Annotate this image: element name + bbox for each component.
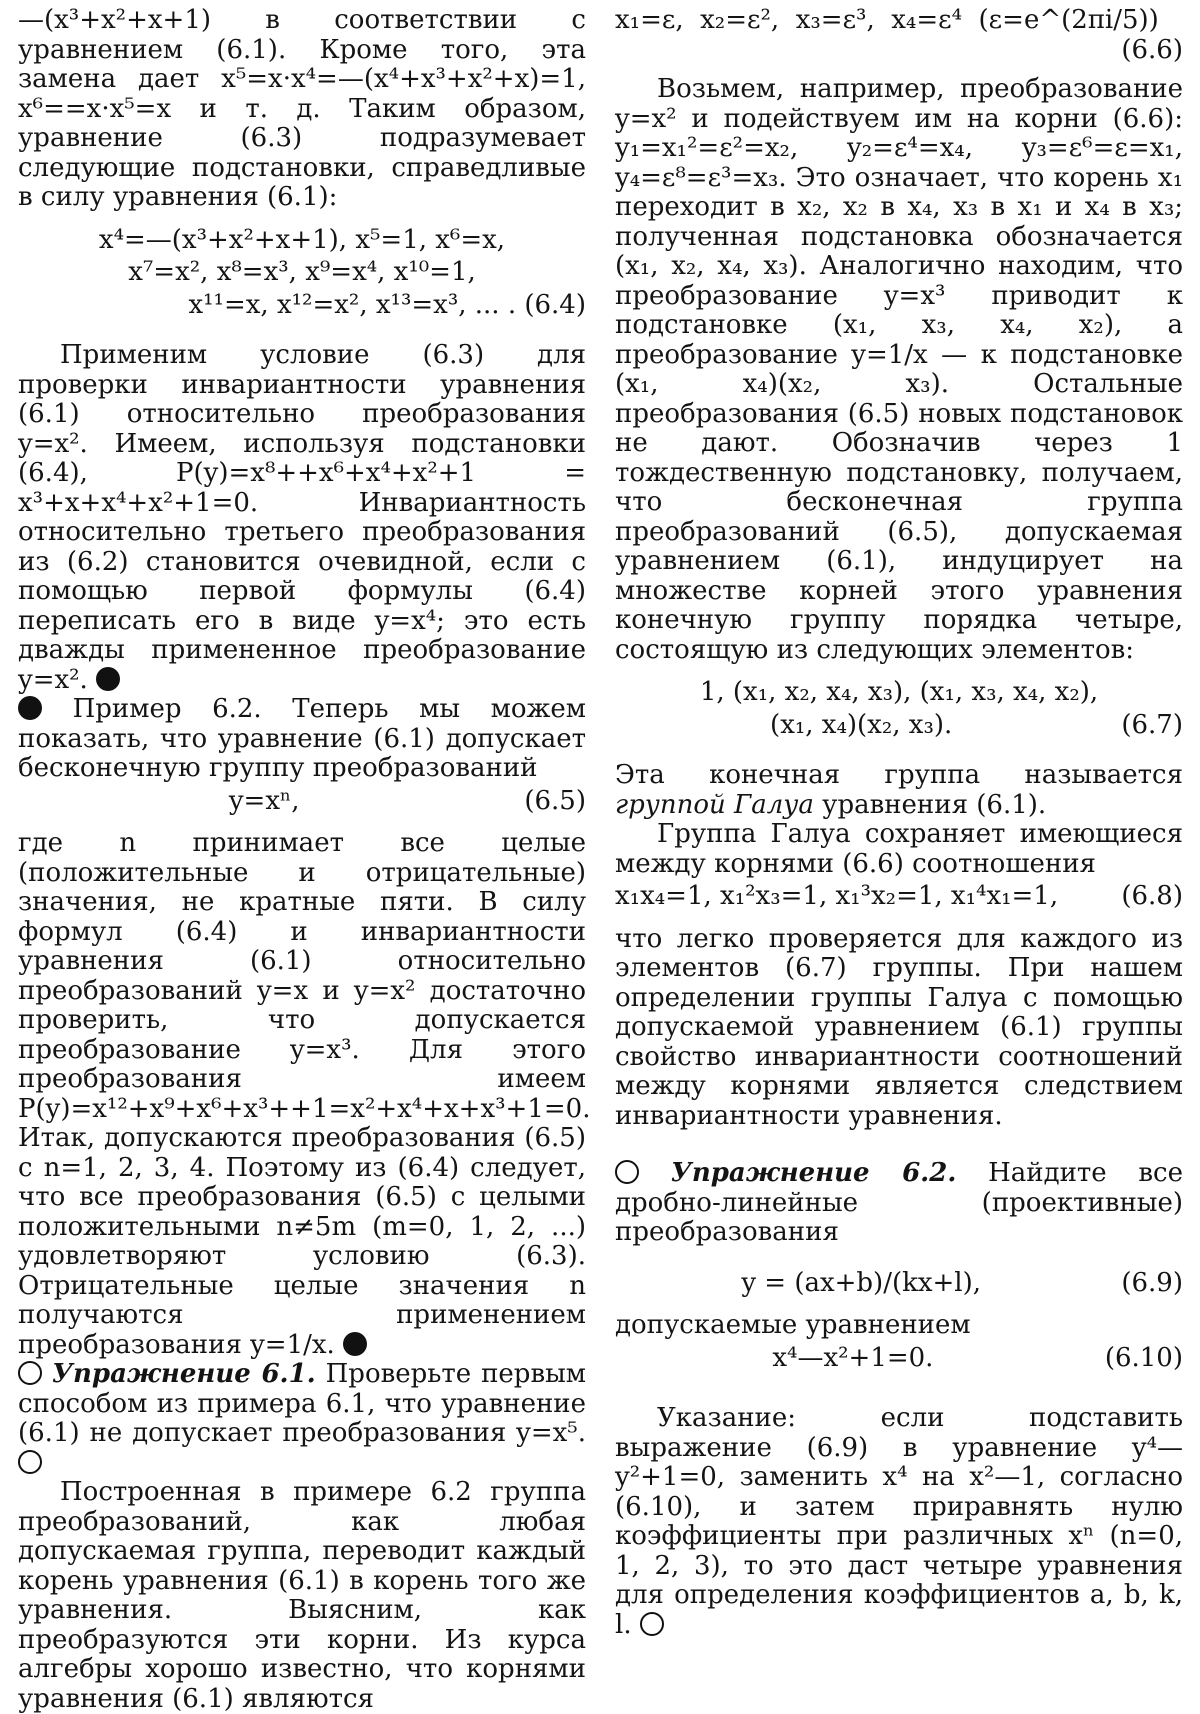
exercise-6-2-title: Упражнение 6.2. — [670, 1158, 957, 1188]
equation-6-9-formula: y = (ax+b)/(kx+l), — [741, 1267, 982, 1298]
exercise-end-marker-icon — [18, 1450, 42, 1474]
galois-group-text-a: Эта конечная группа называется — [615, 760, 1183, 790]
exercise-6-2 — [615, 1159, 1183, 1248]
paragraph-integer-powers — [18, 828, 591, 1360]
exercise-6-2-text: Найдите все дробно-линейные (проективные) преобразования — [615, 1158, 1183, 1247]
equation-6-8-formula: x₁x₄=1, x₁²x₃=1, x₁³x₂=1, x₁⁴x₁=1, — [615, 881, 1059, 911]
equation-6-7-line-1: 1, (x₁, x₂, x₄, x₃), (x₁, x₃, x₄, x₂), — [699, 677, 1099, 707]
paragraph-invariance-check — [18, 341, 586, 695]
paragraph-invariance-relations: что легко проверяется для каждого из элементов (6.7) группы. При нашем определении группы Галуа с помощью допускаемой уравнением (6.1) группы свойство инвариантности соотношений между корнями является следствием инвариантности уравнения. — [615, 923, 1183, 1131]
exercise-start-marker-icon — [615, 1160, 639, 1184]
end-of-example-marker-icon — [343, 1332, 367, 1356]
start-of-example-marker-icon — [18, 696, 42, 720]
paragraph-root-relations: Группа Галуа сохраняет имеющиеся между корнями (6.6) соотношения — [615, 819, 1183, 879]
galois-group-term: группой Галуа — [615, 789, 814, 820]
equation-6-10-number: (6.10) — [1104, 1342, 1183, 1373]
paragraph-admitted-by: допускаемые уравнением — [615, 1310, 971, 1340]
equation-6-4-line-2: x⁷=x², x⁸=x³, x⁹=x⁴, x¹⁰=1, — [128, 257, 476, 287]
paragraph-substitution: —(x³+x²+x+1) в соответствии с уравнением (6.1). Кроме того, эта замена дает x⁵=x·x⁴=—(x⁴+x³+x²+x)=1, x⁶==x·x⁵=x и т. д. Таким образом, уравнение (6.3) подразумевает следующие подстановки, справедливые в силу уравнения (6.1): — [18, 5, 586, 212]
equation-6-6-number: (6.6) — [1121, 34, 1183, 65]
equation-6-10 — [615, 1344, 1183, 1374]
equation-6-4-line-3: x¹¹=x, x¹²=x², x¹³=x³, ... . (6.4) — [188, 289, 586, 320]
equation-6-4-line-1: x⁴=—(x³+x²+x+1), x⁵=1, x⁶=x, — [98, 224, 506, 255]
paragraph-integer-powers-text: где n принимает все целые (положительные и отрицательные) значения, не кратные пяти. В силу формул (6.4) и инвариантности уравнения (6.1) относительно преобразований y=x и y=x² достаточно проверить, что допускается преобразование y=x³. Для этого преобразования имеем P(y)=x¹²+x⁹+x⁶+x³++1=x²+x⁴+x+x³+1=0. Итак, допускаются преобразования (6.5) с n=1, 2, 3, 4. Поэтому из (6.4) следует, что все преобразования (6.5) с целыми положительными n≠5m (m=0, 1, 2, ...) удовлетворяют условию (6.3). Отрицательные целые значения n получаются применением преобразования y=1/x. — [18, 828, 591, 1360]
exercise-6-1-text: Проверьте первым способом из примера 6.1, что уравнение (6.1) не допускает преобразования y=x⁵. — [18, 1359, 586, 1448]
exercise-6-1-title: Упражнение 6.1. — [51, 1359, 316, 1389]
example-6-2-text: Пример 6.2. Теперь мы можем показать, что уравнение (6.1) допускает бесконечную группу преобразований — [18, 694, 587, 783]
paragraph-invariance-text: Применим условие (6.3) для проверки инвариантности уравнения (6.1) относительно преобразования y=x². Имеем, используя подстановки (6.4), P(y)=x⁸++x⁶+x⁴+x²+1 = x³+x+x⁴+x²+1=0. Инвариантность относительно третьего преобразования из (6.2) становится очевидной, если с помощью первой формулы (6.4) переписать его в виде y=x⁴; это есть дважды примененное преобразование y=x². — [18, 340, 586, 695]
equation-6-10-formula: x⁴—x²+1=0. — [772, 1342, 934, 1373]
equation-6-8 — [615, 882, 1183, 912]
equation-6-7-line-2-formula: (x₁, x₄)(x₂, x₃). — [770, 709, 953, 740]
paragraph-root-permutations: Возьмем, например, преобразование y=x² и подействуем им на корни (6.6): y₁=x₁²=ε²=x₂, y₂=ε⁴=x₄, y₃=ε⁶=ε=x₁, y₄=ε⁸=ε³=x₃. Это означает, что корень x₁ переходит в x₂, x₂ в x₄, x₃ в x₁ и x₄ в x₃; полученная подстановка обозначается (x₁, x₂, x₄, x₃). Аналогично находим, что преобразование y=x³ приводит к подстановке (x₁, x₃, x₄, x₂), а преобразование y=1/x — к подстановке (x₁, x₄)(x₂, x₃). Остальные преобразования (6.5) новых подстановок не дают. Обозначив через 1 тождественную подстановку, получаем, что бесконечная группа преобразований (6.5), допускаемая уравнением (6.1), индуцирует на множестве корней этого уравнения конечную группу порядка четыре, состоящую из следующих элементов: — [615, 74, 1183, 665]
equation-6-5-number: (6.5) — [524, 785, 586, 816]
equation-6-5 — [18, 787, 586, 817]
galois-group-text-b: уравнения (6.1). — [813, 789, 1047, 820]
example-6-2-paragraph — [18, 695, 586, 784]
paragraph-galois-group — [615, 761, 1183, 820]
exercise-end-marker-icon — [640, 1612, 664, 1636]
paragraph-hint-text: Указание: если подставить выражение (6.9) в уравнение y⁴—y²+1=0, заменить x⁴ на x²—1, согласно (6.10), и затем приравнять нулю коэффициенты при различных xⁿ (n=0, 1, 2, 3), то это даст четыре уравнения для определения коэффициентов a, b, k, l. — [615, 1403, 1183, 1640]
exercise-6-1 — [18, 1360, 586, 1478]
right-column — [615, 6, 1183, 1640]
equation-6-8-number: (6.8) — [1121, 881, 1183, 911]
paragraph-roots-intro: Построенная в примере 6.2 группа преобразований, как любая допускаемая группа, переводит каждый корень уравнения (6.1) в корень того же уравнения. Выясним, как преобразуются эти корни. Из курса алгебры хорошо известно, что корнями уравнения (6.1) являются — [18, 1477, 586, 1714]
equation-6-9 — [615, 1269, 1183, 1299]
equation-6-6-formula: x₁=ε, x₂=ε², x₃=ε³, x₄=ε⁴ (ε=e^(2πi/5)) — [615, 5, 1159, 35]
equation-6-7-line-2 — [615, 711, 1183, 741]
equation-6-7-number: (6.7) — [1121, 709, 1183, 740]
equation-6-9-number: (6.9) — [1121, 1267, 1183, 1298]
left-column — [18, 5, 591, 1714]
equation-6-5-formula: y=xⁿ, — [228, 785, 300, 816]
exercise-start-marker-icon — [18, 1361, 42, 1385]
end-of-example-marker-icon — [96, 667, 120, 691]
paragraph-hint — [615, 1404, 1183, 1640]
